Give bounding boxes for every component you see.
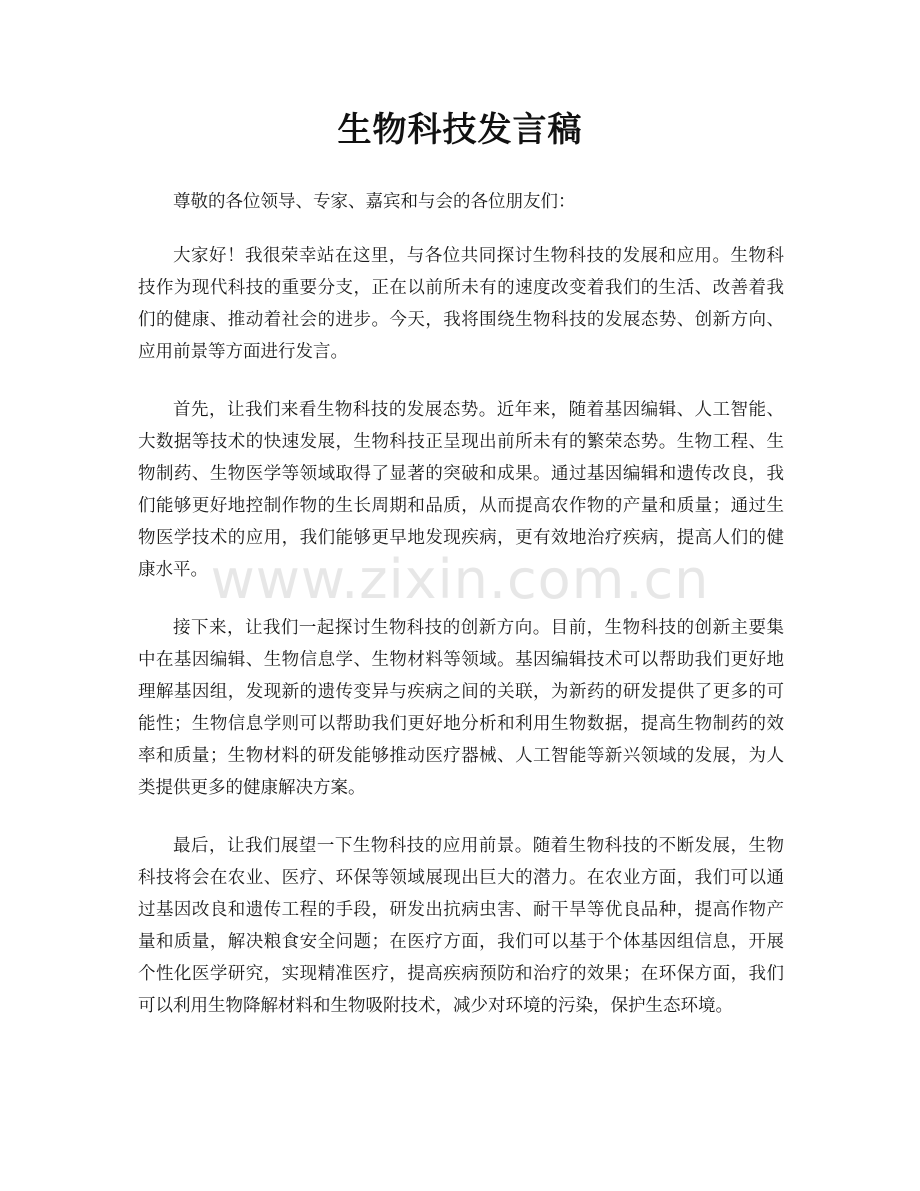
document-title: 生物科技发言稿 [337,110,583,150]
document-body [138,186,784,1048]
greeting-paragraph: 尊敬的各位领导、专家、嘉宾和与会的各位朋友们： [173,192,576,212]
site-watermark: www.zixin.com.cn [210,548,710,611]
development-paragraph: 首先，让我们来看生物科技的发展态势。近年来，随着基因编辑、人工智能、大数据等技术的快速发展，生物科技正呈现出前所未有的繁荣态势。生物工程、生物制药、生物医学等领域取得了显著的突破和成果。通过基因编辑和遗传改良，我们能够更好地控制作物的生长周期和品质，从而提高农作物的产量和质量；通过生物医学技术的应用，我们能够更早地发现疾病，更有效地治疗疾病，提高人们的健康水平。 [138,400,784,580]
intro-paragraph: 大家好！我很荣幸站在这里，与各位共同探讨生物科技的发展和应用。生物科技作为现代科技的重要分支，正在以前所未有的速度改变着我们的生活、改善着我们的健康、推动着社会的进步。今天，我将围绕生物科技的发展态势、创新方向、应用前景等方面进行发言。 [138,246,784,362]
prospect-paragraph: 最后，让我们展望一下生物科技的应用前景。随着生物科技的不断发展，生物科技将会在农业、医疗、环保等领域展现出巨大的潜力。在农业方面，我们可以通过基因改良和遗传工程的手段，研发出抗病虫害、耐干旱等优良品种，提高作物产量和质量，解决粮食安全问题；在医疗方面，我们可以基于个体基因组信息，开展个性化医学研究，实现精准医疗，提高疾病预防和治疗的效果；在环保方面，我们可以利用生物降解材料和生物吸附技术，减少对环境的污染，保护生态环境。 [138,836,784,1016]
innovation-paragraph: 接下来，让我们一起探讨生物科技的创新方向。目前，生物科技的创新主要集中在基因编辑、生物信息学、生物材料等领域。基因编辑技术可以帮助我们更好地理解基因组，发现新的遗传变异与疾病之间的关联，为新药的研发提供了更多的可能性；生物信息学则可以帮助我们更好地分析和利用生物数据，提高生物制药的效率和质量；生物材料的研发能够推动医疗器械、人工智能等新兴领域的发展，为人类提供更多的健康解决方案。 [138,618,784,798]
